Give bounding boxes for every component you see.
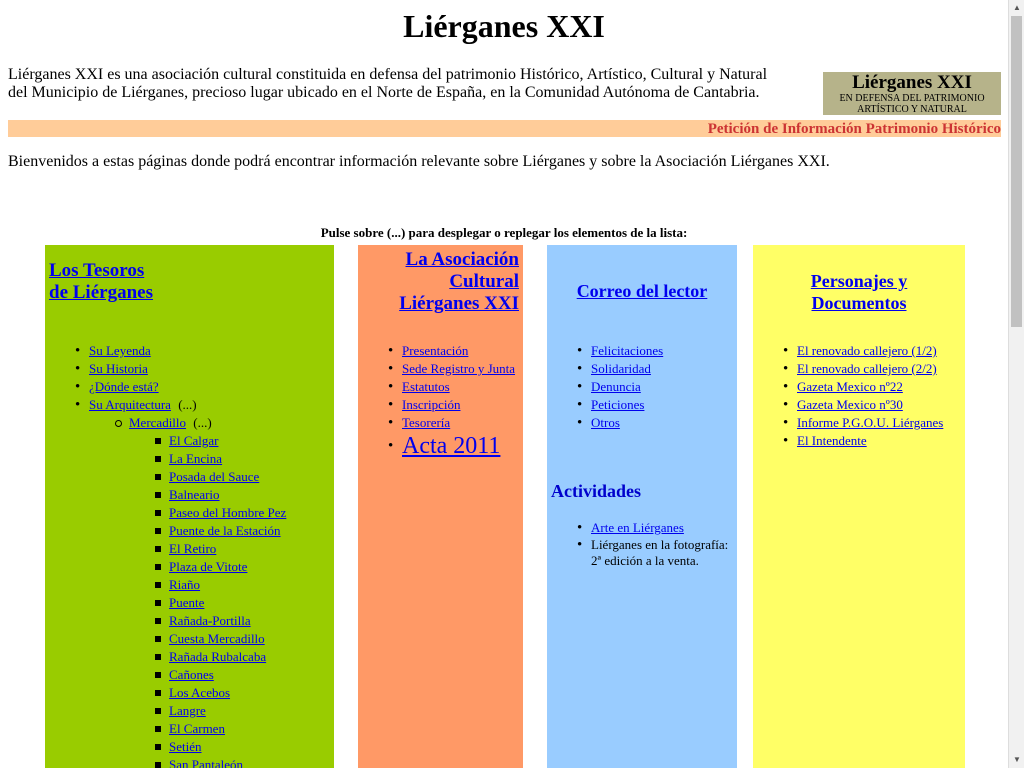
logo-box [823,72,1001,115]
list-item [169,738,286,756]
vertical-scrollbar[interactable] [1008,0,1024,768]
list-item [89,378,286,396]
list-item [169,450,286,468]
list-item [169,576,286,594]
list-item [402,414,515,432]
list-item [169,486,286,504]
personajes-list [797,342,943,450]
scroll-down-icon[interactable]: ▼ [1013,755,1021,764]
correo-list [591,342,663,432]
welcome-text: Bienvenidos a estas páginas donde podrá encontrar información relevante sobre Liérganes y sobre la Asociación Liérganes XXI. [8,153,830,170]
link-posada-del-sauce[interactable]: Posada del Sauce [169,469,260,484]
list-item [402,396,515,414]
list-item [797,360,943,378]
page-title: Liérganes XXI [403,8,605,44]
list-item [169,504,286,522]
link-solidaridad[interactable]: Solidaridad [591,361,651,376]
column-asociacion [358,245,523,768]
list-item [797,342,943,360]
asociacion-heading-link[interactable]: La Asociación Cultural Liérganes XXI [399,249,519,314]
link-el-retiro[interactable]: El Retiro [169,541,217,556]
link-canones[interactable]: Cañones [169,667,214,682]
link-callejero-1[interactable]: El renovado callejero (1/2) [797,343,937,358]
link-estatutos[interactable]: Estatutos [402,379,450,394]
list-item [797,432,943,450]
link-balneario[interactable]: Balneario [169,487,220,502]
list-item [402,378,515,396]
actividades-heading: Actividades [551,481,641,501]
link-callejero-2[interactable]: El renovado callejero (2/2) [797,361,937,376]
list-item [591,342,663,360]
list-item [89,360,286,378]
link-felicitaciones[interactable]: Felicitaciones [591,343,664,358]
link-sede-registro-junta[interactable]: Sede Registro y Junta [402,361,516,376]
info-request-link[interactable]: Petición de Información Patrimonio Histórico [707,121,1001,137]
link-puente-estacion[interactable]: Puente de la Estación [169,523,281,538]
column-tesoros [45,245,334,768]
info-request-banner [8,120,1001,137]
link-denuncia[interactable]: Denuncia [591,379,641,394]
list-item [169,756,286,768]
column-asociacion-heading [399,249,519,315]
list-item [797,378,943,396]
link-gazeta-30[interactable]: Gazeta Mexico nº30 [797,397,903,412]
list-item [169,432,286,450]
mercadillo-toggle[interactable]: (...) [193,415,212,430]
list-item [169,558,286,576]
link-el-calgar[interactable]: El Calgar [169,433,219,448]
arquitectura-toggle[interactable]: (...) [178,397,197,412]
link-tesoreria[interactable]: Tesorería [402,415,451,430]
link-arte-en-lierganes[interactable]: Arte en Liérganes [591,520,684,535]
logo-subtitle: EN DEFENSA DEL PATRIMONIO ARTÍSTICO Y NATURAL [839,93,985,115]
tesoros-heading-link[interactable]: Los Tesoros de Liérganes [49,260,153,303]
column-personajes-heading [753,270,965,314]
list-item [169,684,286,702]
actividades-list [591,519,737,569]
link-donde-esta[interactable]: ¿Dónde está? [89,379,159,394]
tesoros-list [89,342,286,768]
list-item [591,378,663,396]
list-item [89,342,286,360]
link-el-intendente[interactable]: El Intendente [797,433,867,448]
correo-heading-link[interactable]: Correo del lector [576,281,708,301]
list-item [169,630,286,648]
list-item [591,396,663,414]
scrollbar-thumb[interactable] [1011,16,1022,327]
scroll-up-icon[interactable]: ▲ [1013,3,1021,12]
link-la-encina[interactable]: La Encina [169,451,223,466]
link-ranada-rubalcaba[interactable]: Rañada Rubalcaba [169,649,267,664]
link-mercadillo[interactable]: Mercadillo [129,415,187,430]
link-otros[interactable]: Otros [591,415,620,430]
link-su-leyenda[interactable]: Su Leyenda [89,343,151,358]
link-presentacion[interactable]: Presentación [402,343,469,358]
link-riano[interactable]: Riaño [169,577,201,592]
list-item [402,432,515,460]
list-item [129,414,286,768]
link-gazeta-22[interactable]: Gazeta Mexico nº22 [797,379,903,394]
link-su-arquitectura[interactable]: Su Arquitectura [89,397,171,412]
list-item [169,612,286,630]
link-informe-pgou[interactable]: Informe P.G.O.U. Liérganes [797,415,944,430]
column-correo [547,245,737,768]
link-puente[interactable]: Puente [169,595,205,610]
link-plaza-vitote[interactable]: Plaza de Vitote [169,559,248,574]
list-hint: Pulse sobre (...) para desplegar o replegar los elementos de la lista: [320,225,688,240]
link-cuesta-mercadillo[interactable]: Cuesta Mercadillo [169,631,265,646]
link-el-carmen[interactable]: El Carmen [169,721,225,736]
list-item: • Liérganes en la fotografía: 2ª edición a la venta. [591,537,737,569]
link-langre[interactable]: Langre [169,703,206,718]
link-los-acebos[interactable]: Los Acebos [169,685,231,700]
list-item [169,648,286,666]
list-item [169,540,286,558]
list-item [169,666,286,684]
link-paseo-hombre-pez[interactable]: Paseo del Hombre Pez [169,505,287,520]
list-item [169,468,286,486]
link-setien[interactable]: Setién [169,739,202,754]
link-peticiones[interactable]: Peticiones [591,397,645,412]
column-personajes [753,245,965,768]
list-item [591,519,737,537]
column-tesoros-heading [49,260,153,304]
link-inscripcion[interactable]: Inscripción [402,397,461,412]
column-correo-heading [547,280,737,302]
list-item [797,414,943,432]
list-item [169,720,286,738]
link-acta-2011[interactable]: Acta 2011 [402,433,501,459]
asociacion-list [402,342,515,460]
logo-title: Liérganes XXI [852,72,972,93]
list-item [591,414,663,432]
link-ranada-portilla[interactable]: Rañada-Portilla [169,613,251,628]
list-item [402,360,515,378]
list-item [89,396,286,768]
list-item [591,360,663,378]
list-item [169,702,286,720]
intro-text: Liérganes XXI es una asociación cultural constituida en defensa del patrimonio Histórico, Artístico, Cultural y Natural del Municipio de Liérganes, precioso lugar ubicado en el Norte de España, en la Comunidad Autónoma de Cantabria. [8,66,768,101]
mercadillo-sublist [169,432,286,768]
list-item [797,396,943,414]
list-item [169,522,286,540]
list-item [169,594,286,612]
link-san-pantaleon[interactable]: San Pantaleón [169,757,244,768]
arquitectura-sublist [129,414,286,768]
list-item [402,342,515,360]
link-su-historia[interactable]: Su Historia [89,361,148,376]
personajes-heading-link[interactable]: Personajes y Documentos [810,271,908,313]
